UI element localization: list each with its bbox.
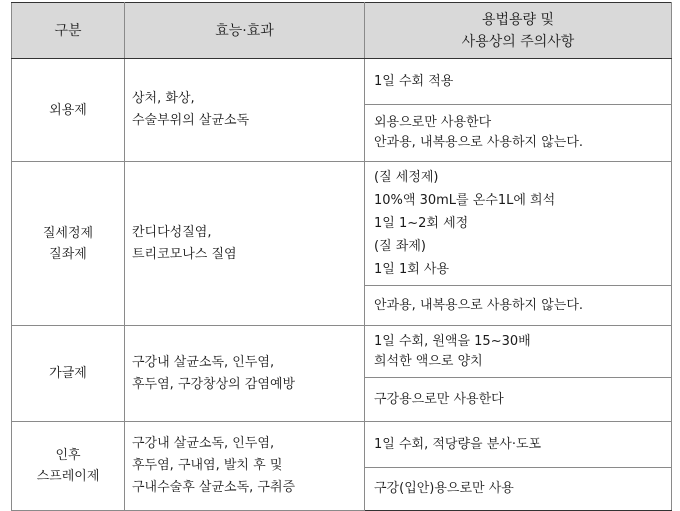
header-category: [12, 3, 125, 59]
usage-text: 1일 수회, 적당량을 분사·도포: [374, 436, 542, 452]
table-header-row: [12, 3, 672, 59]
usage-text: 희석한 액으로 양치: [374, 353, 483, 369]
usage-text: 안과용, 내복용으로 사용하지 않는다.: [374, 135, 584, 150]
category-text: 외용제: [49, 102, 87, 118]
usage-text: 10%액 30mL를 온수1L에 희석: [374, 193, 556, 208]
category-cell: [12, 162, 125, 326]
usage-table: [11, 2, 672, 511]
usage-text: 1일 1~2회 세정: [374, 216, 469, 231]
usage-cell: [365, 162, 672, 286]
usage-cell: [365, 105, 672, 162]
table-row: [12, 59, 672, 105]
effect-cell: [125, 422, 365, 511]
effect-text: 구내수술후 살균소독, 구취증: [132, 480, 296, 495]
usage-text: (질 좌제): [374, 239, 426, 254]
usage-text: 안과용, 내복용으로 사용하지 않는다.: [374, 297, 584, 313]
category-text: 질세정제: [42, 225, 94, 241]
usage-cell: [365, 378, 672, 422]
effect-text: 구강내 살균소독, 인두염,: [132, 436, 275, 451]
effect-cell: [125, 162, 365, 326]
header-usage: [365, 3, 672, 59]
header-usage-line: 용법용량 및: [481, 11, 555, 28]
category-text: 질좌제: [49, 246, 87, 262]
effect-text: 후두염, 구강창상의 감염예방: [132, 376, 296, 392]
header-category-label: 구분: [54, 22, 82, 39]
category-cell: [12, 59, 125, 162]
usage-cell: [365, 422, 672, 468]
effect-text: 상처, 화상,: [132, 91, 195, 106]
effect-cell: [125, 326, 365, 422]
table-row: [12, 326, 672, 378]
usage-text: 구강(입안)용으로만 사용: [374, 481, 514, 496]
effect-text: 수술부위의 살균소독: [132, 113, 250, 128]
category-text: 가글제: [49, 366, 87, 381]
effect-cell: [125, 59, 365, 162]
category-text: 스프레이제: [36, 469, 100, 484]
table-row: [12, 422, 672, 468]
header-usage-line: 사용상의 주의사항: [461, 33, 575, 50]
effect-text: 칸디다성질염,: [132, 224, 212, 240]
category-cell: [12, 326, 125, 422]
usage-cell: [365, 468, 672, 511]
category-cell: [12, 422, 125, 511]
effect-text: 후두염, 구내염, 발치 후 및: [132, 458, 283, 473]
usage-text: 구강용으로만 사용한다: [374, 391, 504, 407]
category-text: 인후: [55, 448, 81, 463]
header-effect-label: 효능·효과: [215, 22, 274, 39]
usage-cell: [365, 326, 672, 378]
table-row: [12, 162, 672, 286]
effect-text: 구강내 살균소독, 인두염,: [132, 354, 275, 370]
usage-text: 1일 수회, 원액을 15~30배: [374, 333, 531, 349]
usage-text: 1일 수회 적용: [374, 73, 454, 89]
effect-text: 트리코모나스 질염: [132, 246, 237, 262]
usage-cell: [365, 59, 672, 105]
usage-cell: [365, 286, 672, 326]
usage-text: 외용으로만 사용한다: [374, 115, 492, 130]
usage-text: (질 세정제): [374, 170, 439, 185]
header-effect: [125, 3, 365, 59]
usage-text: 1일 1회 사용: [374, 262, 450, 277]
